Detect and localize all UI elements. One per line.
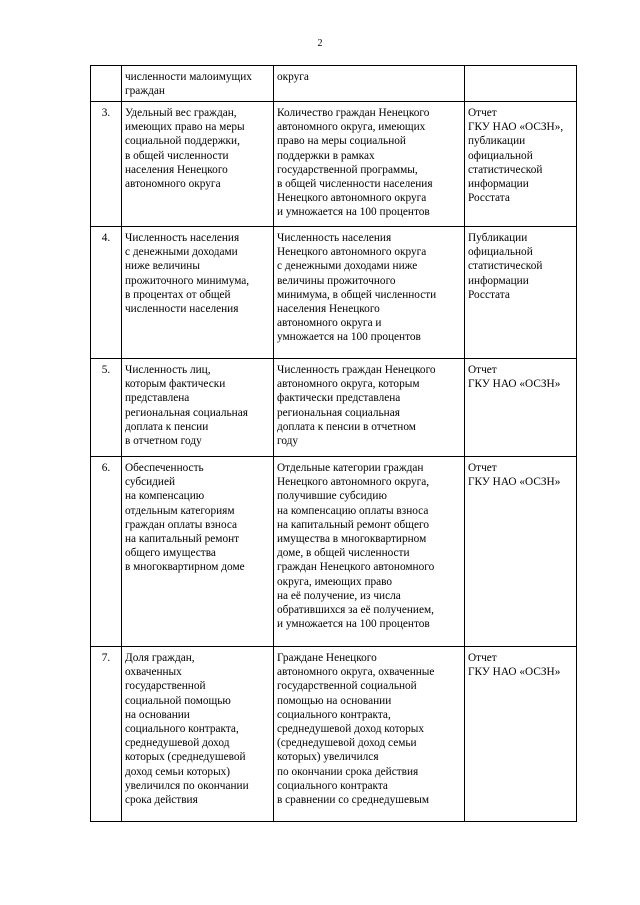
data-source: Отчет ГКУ НАО «ОСЗН»	[465, 457, 577, 647]
data-source: Отчет ГКУ НАО «ОСЗН», публикации официальной статистической информации Росстата	[465, 102, 577, 227]
table-row	[91, 647, 577, 822]
indicator-name: Численность населения с денежными доходами ниже величины прожиточного минимума, в процентах от общей численности населения	[122, 227, 274, 359]
data-source: Отчет ГКУ НАО «ОСЗН»	[465, 359, 577, 457]
table-row	[91, 102, 577, 227]
row-number	[91, 66, 122, 102]
calculation-method: Отдельные категории граждан Ненецкого автономного округа, получившие субсидию на компенсацию оплаты взноса на капитальный ремонт общего имущества в многоквартирном доме, в общей численности граждан Ненецкого автономного округа, имеющих право на её получение, из числа обратившихся за её получением, и умножается на 100 процентов	[274, 457, 465, 647]
indicator-name: численности малоимущих граждан	[122, 66, 274, 102]
table-row	[91, 359, 577, 457]
row-number: 5.	[91, 359, 122, 457]
calculation-method: Численность граждан Ненецкого автономного округа, которым фактически представлена региональная социальная доплата к пенсии в отчетном году	[274, 359, 465, 457]
table-row	[91, 66, 577, 102]
indicator-name: Численность лиц, которым фактически представлена региональная социальная доплата к пенсии в отчетном году	[122, 359, 274, 457]
calculation-method: Граждане Ненецкого автономного округа, охваченные государственной социальной помощью на основании социального контракта, среднедушевой доход которых (среднедушевой доход семьи которых) увеличился по окончании срока действия социального контракта в сравнении со среднедушевым	[274, 647, 465, 822]
table-row	[91, 457, 577, 647]
page-number: 2	[317, 38, 323, 49]
data-source: Отчет ГКУ НАО «ОСЗН»	[465, 647, 577, 822]
table-row	[91, 227, 577, 359]
calculation-method: Количество граждан Ненецкого автономного округа, имеющих право на меры социальной поддержки в рамках государственной программы, в общей численности населения Ненецкого автономного округа и умножается на 100 процентов	[274, 102, 465, 227]
data-source	[465, 66, 577, 102]
row-number: 6.	[91, 457, 122, 647]
indicator-name: Доля граждан, охваченных государственной социальной помощью на основании социального контракта, среднедушевой доход которых (среднедушевой доход семьи которых) увеличился по окончании срока действия	[122, 647, 274, 822]
row-number: 4.	[91, 227, 122, 359]
calculation-method: округа	[274, 66, 465, 102]
indicator-name: Удельный вес граждан, имеющих право на меры социальной поддержки, в общей численности населения Ненецкого автономного округа	[122, 102, 274, 227]
row-number: 7.	[91, 647, 122, 822]
calculation-method: Численность населения Ненецкого автономного округа с денежными доходами ниже величины прожиточного минимума, в общей численности населения Ненецкого автономного округа и умножается на 100 процентов	[274, 227, 465, 359]
data-source: Публикации официальной статистической информации Росстата	[465, 227, 577, 359]
row-number: 3.	[91, 102, 122, 227]
indicators-table	[90, 65, 577, 822]
indicator-name: Обеспеченность субсидией на компенсацию отдельным категориям граждан оплаты взноса на капитальный ремонт общего имущества в многоквартирном доме	[122, 457, 274, 647]
